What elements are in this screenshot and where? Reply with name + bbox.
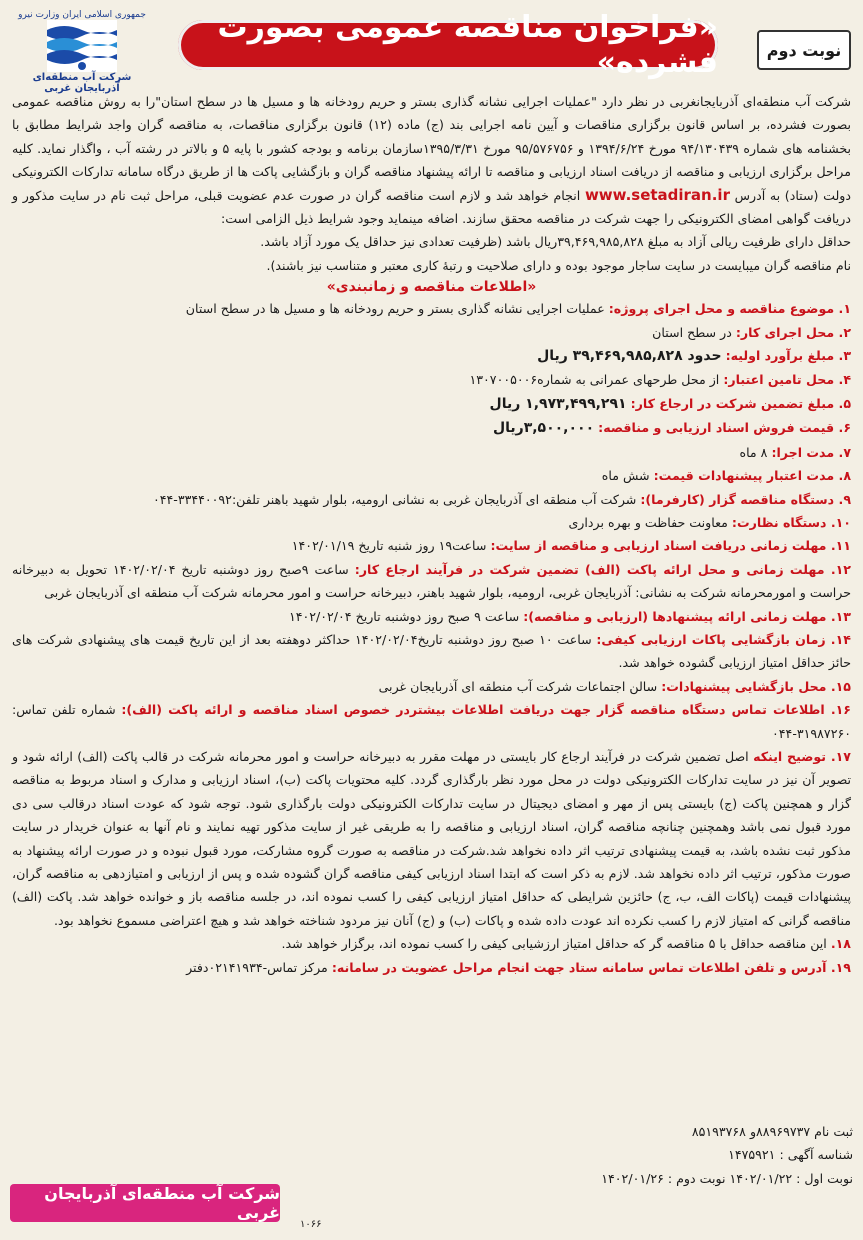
list-item: ۷. مدت اجرا: ۸ ماه [739,444,851,460]
list-item: ۳. مبلغ برآورد اولیه: حدود ۳۹,۴۶۹,۹۸۵,۸۲۸ ریال [537,348,851,365]
intro-text [12,90,851,277]
list-item: ۱۷. توضیح اینکه اصل تضمین شرکت در فرآیند ارجاع کار بایستی در مهلت مقرر به دبیرخانه حراست و امور محرمانه شرکت در قالب پاکت (الف) ارائه شود و تصویر آن نیز در سایت تدارکات الکترونیکی دولت در محل مورد نظر بارگذاری گردد. کلیه محتویات پاکت (ب)، اسناد ارزیابی و مدارک و اسناد مربوط به مناقصه گزار و همچنین پاکت (ج) بایستی پس از مهر و امضای دیجیتال در سایت تدارکات الکترونیکی دولت بارگذاری شود. توجه شود که عودت اسناد درقالب سی دی مورد قبول نمی باشد وهمچنین چنانچه مناقصه گران، اسناد ارزیابی و مناقصه را به طریقی غیر از سایت مذکور تهیه نمایند و نام آنها به عنوان خریدار در سایت مذکور ثبت نشده باشد، به قیمت پیشنهادی ترتیب اثر داده نخواهد شد.شرکت در مناقصه به صورت گروه مشارکت، مورد قبول نبوده و در صورت ارائه پیشنهاد به صورت مذکور، ترتیب اثر داده نخواهد شد. لازم به ذکر است که ابتدا اسناد ارزیابی کیفی مناقصه گران گشوده شده و پس از ارزیابی و امتیازدهی به مناقصه گران، پیشنهادات قیمت (پاکات الف، ب، ج) حائزین شرایطی که حداقل امتیاز ارزیابی کیفی را کسب نموده اند، در جلسه مناقصه باز و خوانده خواهد شد. پاکت (الف) مناقصه گرانی که امتیاز لازم را کسب نکرده اند عودت داده شده و پاکات (ب) و (ج) آنان نیز مردود شناخته خواهد شد و هیچ اعتراضی مسموع نخواهد بود. [12,748,851,928]
list-item: ۱۹. آدرس و تلفن اطلاعات تماس سامانه ستاد جهت انجام مراحل عضویت در سامانه: مرکز تماس-۰۲۱۴۱۹۳۴دفتر [186,959,851,975]
setad-url-link[interactable]: www.setadiran.ir [584,185,730,204]
logo-name: شرکت آب منطقه‌ای آذربایجان غربی [32,72,132,94]
nobat-badge: نوبت دوم [757,30,851,70]
section-title: «اطلاعات مناقصه و زمانبندی» [326,279,537,296]
list-item: ۱۰. دستگاه نظارت: معاونت حفاظت و بهره برداری [568,514,851,530]
intro-p4: نام مناقصه گران میبایست در سایت ساجار موجود بوده و دارای صلاحیت و رتبهٔ کاری معتبر و متناسب نیز باشند). [266,257,851,273]
list-item: ۸. مدت اعتبار پیشنهادات قیمت: شش ماه [601,468,851,484]
page-number: ۱۰۶۶ [300,1219,322,1230]
page-title: «فراخوان مناقصه عمومی بصورت فشرده» [217,10,718,80]
footer [10,1120,853,1230]
footer-ad-id: شناسه آگهی : ۱۴۷۵۹۲۱ [728,1147,853,1163]
list-item: ۵. مبلغ تضمین شرکت در ارجاع کار: ۱,۹۷۳,۴۹۹,۲۹۱ ریال [489,395,851,412]
logo-caption: جمهوری اسلامی ایران وزارت نیرو [18,10,146,20]
list-item: ۱۵. محل بازگشایی پیشنهادات: سالن اجتماعات شرکت آب منطقه ای آذربایجان غربی [378,678,851,694]
list-item: ۱۴. زمان بازگشایی پاکات ارزیابی کیفی: ساعت ۱۰ صبح روز دوشنبه تاریخ۱۴۰۲/۰۲/۰۴ حداکثر دوهفته بعد از این تاریخ قیمت های پیشنهادی شرکت های حائز حداقل امتیاز ارزیابی گشوده خواهد شد. [12,631,851,671]
intro-p1: شرکت آب منطقه‌ای آذربایجانغربی در نظر دارد "عملیات اجرایی نشانه گذاری بستر و حریم رودخانه ها و مسیل ها در سطح استان"را به روش مناقصه عمومی بصورت فشرده، بر اساس قانون برگزاری مناقصات و آیین نامه اجرایی بند (ج) ماده (۱۲) قانون برگزاری مناقصات، به مناقصه گران واجد شرایط مطابق با بخشنامه های شماره ۹۴/۱۳۰۴۳۹ مورخ ۱۳۹۴/۶/۲۴ و ۹۵/۵۷۶۷۵۶ مورخ ۱۳۹۵/۳/۳۱سازمان برنامه و بودجه کشور با پایه ۵ و بالاتر در رشته آب ، واگذار نماید. کلیه مراحل برگزاری ارزیابی و مناقصه از دریافت اسناد ارزیابی و مناقصه تا ارائه پیشنهاد مناقصه گران و بازگشایی پاکت ها از طریق درگاه سامانه تدارکات الکترونیکی دولت (ستاد) به آدرس [12,94,851,203]
water-wave-icon [47,20,117,72]
company-banner: شرکت آب منطقه‌ای آذربایجان غربی [10,1184,280,1222]
list-item: ۱۸. این مناقصه حداقل با ۵ مناقصه گر که حداقل امتیاز ارزشیابی کیفی را کسب نموده اند، برگزار خواهد شد. [281,936,851,952]
list-item: ۱۶. اطلاعات تماس دستگاه مناقصه گزار جهت دریافت اطلاعات بیشتردر خصوص اسناد مناقصه و ارائه پاکت (الف): شماره تلفن تماس: ۳۱۹۸۷۲۶۰-۰۴۴ [12,702,851,741]
list-item: ۱۳. مهلت زمانی ارائه پیشنهادها (ارزیابی و مناقصه): ساعت ۹ صبح روز دوشنبه تاریخ ۱۴۰۲/۰۲/۰۴ [288,608,851,624]
list-item: ۱۲. مهلت زمانی و محل ارائه پاکت (الف) تضمین شرکت در فرآیند ارجاع کار: ساعت ۹صبح روز دوشنبه تاریخ ۱۴۰۲/۰۲/۰۴ تحویل به دبیرخانه حراست و امورمحرمانه شرکت به نشانی: آذربایجان غربی، ارومیه، بلوار شهید باهنر، دبیرخانه حراست و امور محرمانه شرکت آب منطقه ای آذربایجان غربی [12,561,851,601]
list-item: ۹. دستگاه مناقصه گزار (کارفرما): شرکت آب منطقه ای آذربایجان غربی به نشانی ارومیه، بلوار شهید باهنر تلفن:۳۳۴۴۰۰۹۲-۰۴۴ [152,491,851,507]
header [8,6,855,94]
list-item: ۲. محل اجرای کار: در سطح استان [652,324,851,340]
items-list [12,297,851,979]
footer-dates: نوبت اول : ۱۴۰۲/۰۱/۲۲ نوبت دوم : ۱۴۰۲/۰۱/۲۶ [601,1170,853,1186]
intro-p2: انجام خواهد شد و لازم است مناقصه گران در صورت عدم عضویت قبلی، مراحل ثبت نام در سایت مذکور و دریافت گواهی امضای الکترونیکی را جهت شرکت در مناقصه محقق سازند. اضافه مینماید وجود شرایط ذیل الزامی است: [12,187,851,227]
list-item: ۶. قیمت فروش اسناد ارزیابی و مناقصه: ۳,۵۰۰,۰۰۰ریال [492,420,851,437]
company-logo [12,10,152,110]
intro-p3: حداقل دارای ظرفیت ریالی آزاد به مبلغ ۳۹,۴۶۹,۹۸۵,۸۲۸ریال باشد (ظرفیت تعدادی نیز حداقل یک مورد آزاد باشد. [260,234,851,250]
list-item: ۱. موضوع مناقصه و محل اجرای پروژه: عملیات اجرایی نشانه گذاری بستر و حریم رودخانه ها و مسیل ها در سطح استان [185,301,851,317]
footer-registration: ثبت نام ۸۸۹۶۹۷۳۷و ۸۵۱۹۳۷۶۸ [691,1124,853,1139]
title-banner [178,10,718,80]
list-item: ۱۱. مهلت زمانی دریافت اسناد ارزیابی و مناقصه از سایت: ساعت۱۹ روز شنبه تاریخ ۱۴۰۲/۰۱/۱۹ [291,538,851,554]
list-item: ۴. محل تامین اعتبار: از محل طرحهای عمرانی به شماره۱۳۰۷۰۰۵۰۰۶ [469,372,851,388]
